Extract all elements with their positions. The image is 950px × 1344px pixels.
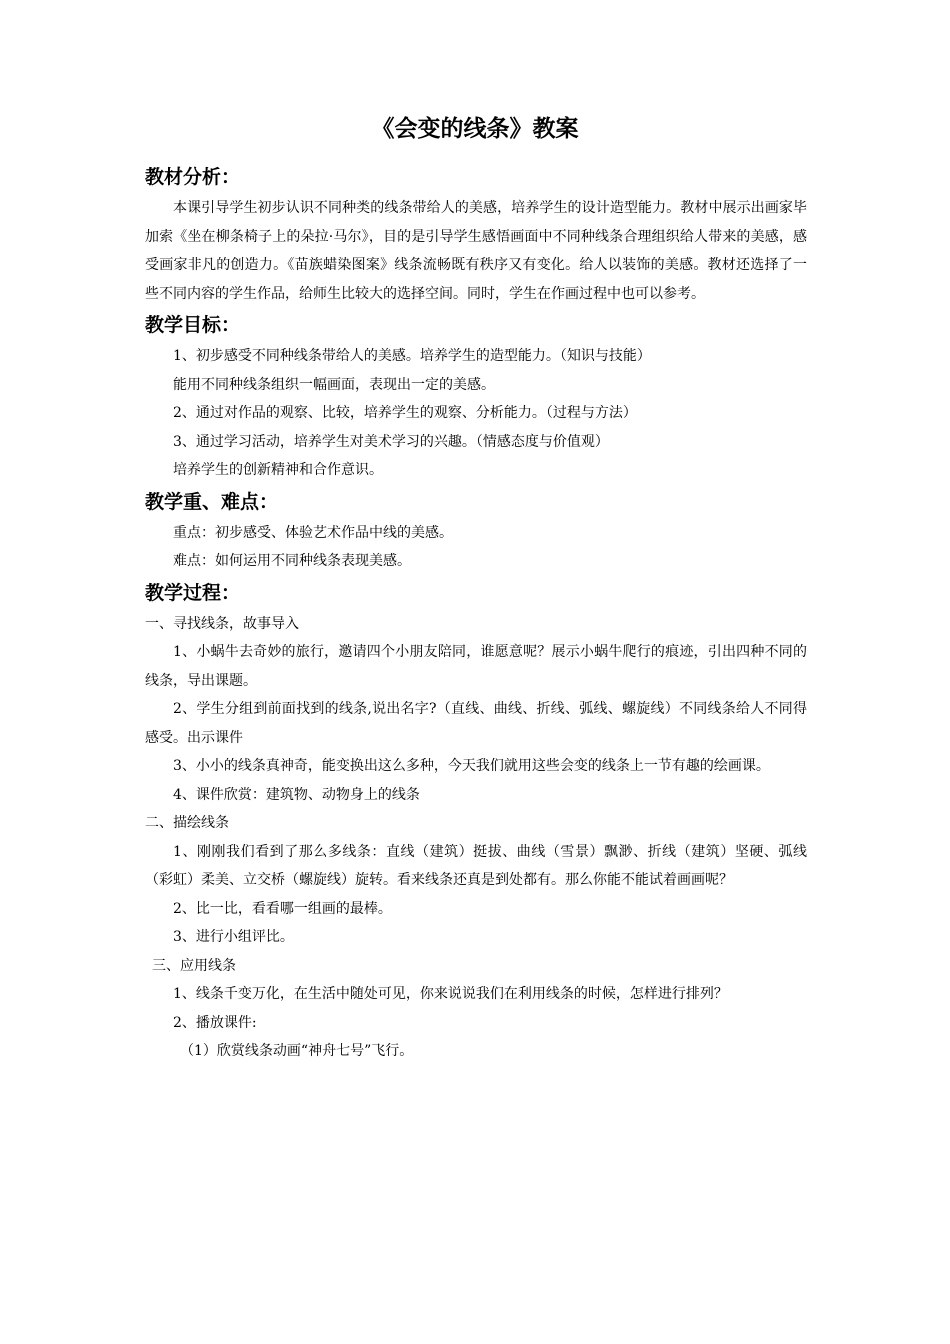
analysis-paragraph: 本课引导学生初步认识不同种类的线条带给人的美感，培养学生的设计造型能力。教材中展示出画家毕加索《坐在柳条椅子上的朵拉·马尔》，目的是引导学生感悟画面中不同种线条合理组织给人带来的美感，感受画家非凡的创造力。《苗族蜡染图案》线条流畅既有秩序又有变化。给人以装饰的美感。教材还选择了一些不同内容的学生作品，给师生比较大的选择空间。同时，学生在作画过程中也可以参考。 [145,200,807,302]
key-point-item: 重点：初步感受、体验艺术作品中线的美感。 [173,524,453,541]
goal-item: 能用不同种线条组织一幅画面，表现出一定的美感。 [173,376,495,393]
key-points-heading: 教学重、难点： [145,490,279,513]
document-body [145,160,807,1066]
goal-item: 培养学生的创新精神和合作意识。 [173,462,383,478]
process-sub-item: （1）欣赏线条动画“神舟七号”飞行。 [180,1043,414,1059]
process-section-title: 三、应用线条 [152,957,236,974]
goal-item: 1、初步感受不同种线条带给人的美感。培养学生的造型能力。（知识与技能） [173,348,651,364]
process-paragraph: 2、学生分组到前面找到的线条,说出名字?（直线、曲线、折线、弧线、螺旋线）不同线条给人不同得感受。出示课件 [145,701,807,746]
process-section-title: 一、寻找线条，故事导入 [145,615,299,632]
process-paragraph: 1、线条千变万化，在生活中随处可见，你来说说我们在利用线条的时候，怎样进行排列？ [173,986,728,1002]
document-title: 《会变的线条》教案 [371,116,579,142]
process-heading: 教学过程： [145,581,241,604]
process-paragraph: 1、小蜗牛去奇妙的旅行，邀请四个小朋友陪同，谁愿意呢？展示小蜗牛爬行的痕迹，引出四种不同的线条，导出课题。 [145,644,807,689]
analysis-heading: 教材分析： [145,166,241,188]
goal-item: 3、通过学习活动，培养学生对美术学习的兴趣。（情感态度与价值观） [173,433,609,450]
process-paragraph: 3、进行小组评比。 [173,929,294,945]
goals-heading: 教学目标： [145,314,241,336]
process-paragraph: 4、课件欣赏：建筑物、动物身上的线条 [173,786,420,803]
process-paragraph: 2、播放课件: [173,1014,257,1031]
process-paragraph: 2、比一比，看看哪一组画的最棒。 [173,900,392,917]
key-point-item: 难点：如何运用不同种线条表现美感。 [173,553,411,569]
process-paragraph: 3、小小的线条真神奇，能变换出这么多种，今天我们就用这些会变的线条上一节有趣的绘画课。 [173,758,770,774]
process-section-title: 二、描绘线条 [145,815,229,831]
goal-item: 2、通过对作品的观察、比较，培养学生的观察、分析能力。（过程与方法） [173,405,637,421]
process-paragraph: 1、刚刚我们看到了那么多线条：直线（建筑）挺拔、曲线（雪景）飘渺、折线（建筑）坚硬、弧线（彩虹）柔美、立交桥（螺旋线）旋转。看来线条还真是到处都有。那么你能不能试着画画呢？ [145,843,807,888]
